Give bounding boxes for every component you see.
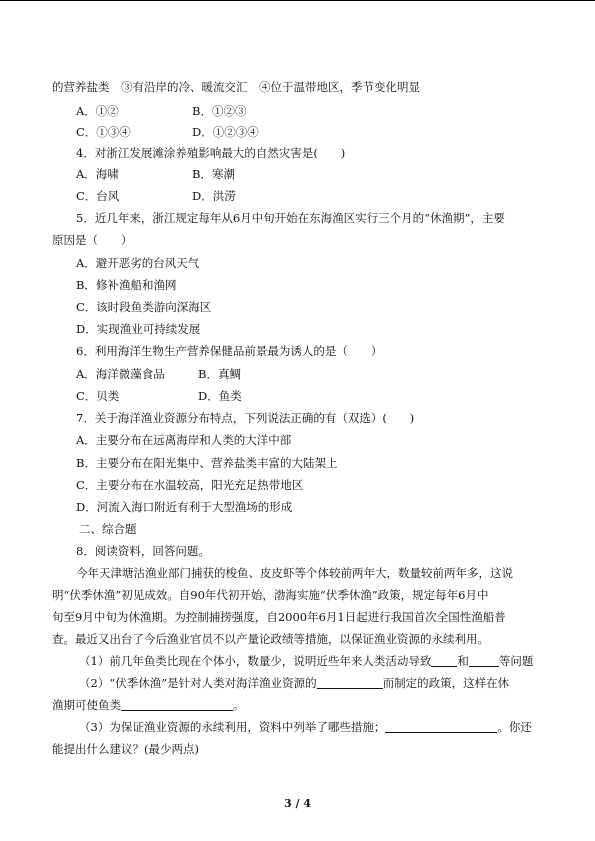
- q8-subquestion-3-cont: 能提出什么建议？(最少两点): [52, 742, 199, 756]
- q8-subquestion-2: [79, 676, 509, 690]
- q4-option-c: C．台风: [76, 189, 120, 203]
- q5-option-d: D．实现渔业可持续发展: [76, 322, 201, 336]
- q6-option-d: D．鱼类: [198, 389, 242, 403]
- q8-sub2-cont-text: 渔期可使鱼类: [52, 698, 121, 712]
- q5-option-b: B．修补渔船和渔网: [76, 278, 177, 292]
- q6-option-c: C．贝类: [76, 389, 120, 403]
- q8-sub1-text: （1）前几年鱼类比现在个体小，数量少，说明近些年来人类活动导致: [79, 654, 432, 668]
- q7-option-b: B．主要分布在阳光集中、营养盐类丰富的大陆架上: [76, 456, 338, 470]
- q5-stem-line1: 5．近几年来，浙江规定每年从6月中旬开始在东海渔区实行三个月的“休渔期”，主要: [76, 211, 505, 225]
- q8-stem: 8．阅读资料，回答问题。: [76, 544, 210, 558]
- q8-sub3-tail: 。你还: [497, 720, 532, 734]
- q7-option-a: A．主要分布在远离海岸和人类的大洋中部: [76, 433, 292, 447]
- q6-stem: 6．利用海洋生物生产营养保健品前景最为诱人的是（ ）: [76, 344, 383, 358]
- answer-blank-2[interactable]: [469, 655, 499, 667]
- q8-paragraph-line1: 今年天津塘沽渔业部门捕获的梭鱼、皮皮虾等个体较前两年大，数量较前两年多，这说: [76, 566, 513, 580]
- q7-stem: 7．关于海洋渔业资源分布特点，下列说法正确的有（双选）( ): [76, 411, 415, 425]
- q6-option-a: A．海洋微藻食品: [76, 367, 165, 381]
- q8-sub3-text: （3）为保证渔业资源的永续利用，资料中列举了哪些措施；: [79, 720, 386, 734]
- q3-option-c: C．①③④: [76, 125, 131, 139]
- q7-option-c: C．主要分布在水温较高，阳光充足热带地区: [76, 478, 304, 492]
- page-number: 3 / 4: [284, 797, 311, 810]
- q3-option-a: A．①②: [76, 104, 119, 118]
- answer-blank-5[interactable]: [385, 721, 497, 733]
- q5-option-a: A．避开恶劣的台风天气: [76, 256, 200, 270]
- answer-blank-3[interactable]: [317, 677, 383, 689]
- q8-subquestion-2-cont: [52, 698, 245, 712]
- q3-option-d: D．①②③④: [192, 125, 259, 139]
- q4-option-b: B．寒潮: [192, 167, 235, 181]
- q8-sub1-and: 和: [457, 654, 469, 668]
- q5-stem-line2: 原因是（ ）: [52, 233, 133, 247]
- q5-option-c: C．该时段鱼类游向深海区: [76, 300, 212, 314]
- q8-paragraph-line2: 明“伏季休渔”初见成效。自90年代初开始，渤海实施“伏季休渔”政策，规定每年6月中: [52, 588, 489, 602]
- q4-option-a: A．海啸: [76, 167, 119, 181]
- q8-sub1-tail: 等问题: [498, 654, 534, 668]
- top-rule: [0, 0, 595, 1]
- q7-option-d: D．河流入海口附近有利于大型渔场的形成: [76, 500, 293, 514]
- q4-option-d: D．洪涝: [192, 189, 236, 203]
- answer-blank-4[interactable]: [121, 699, 233, 711]
- q4-stem: 4．对浙江发展滩涂养殖影响最大的自然灾害是( ): [76, 146, 346, 160]
- q8-subquestion-1: [79, 654, 533, 668]
- q8-paragraph-line4: 查。最近又出台了今后渔业官员不以产量论政绩等措施，以保证渔业资源的永续利用。: [52, 632, 489, 646]
- q3-tail: 的营养盐类 ③有沿岸的冷、暖流交汇 ④位于温带地区，季节变化明显: [52, 80, 420, 94]
- section-heading: 二、综合题: [79, 522, 137, 536]
- q8-sub2-tail: 而制定的政策，这样在休: [382, 676, 510, 690]
- q8-sub2-end: 。: [233, 698, 245, 712]
- q6-option-b: B．真鲷: [198, 367, 241, 381]
- q8-sub2-text: （2）“伏季休渔”是针对人类对海洋渔业资源的: [79, 676, 317, 690]
- q8-paragraph-line3: 旬至9月中旬为休渔期。为控制捕捞强度，自2000年6月1日起进行我国首次全国性渔船普: [52, 610, 506, 624]
- q8-subquestion-3: [79, 720, 532, 734]
- q3-option-b: B．①②③: [192, 104, 247, 118]
- answer-blank-1[interactable]: [431, 655, 457, 667]
